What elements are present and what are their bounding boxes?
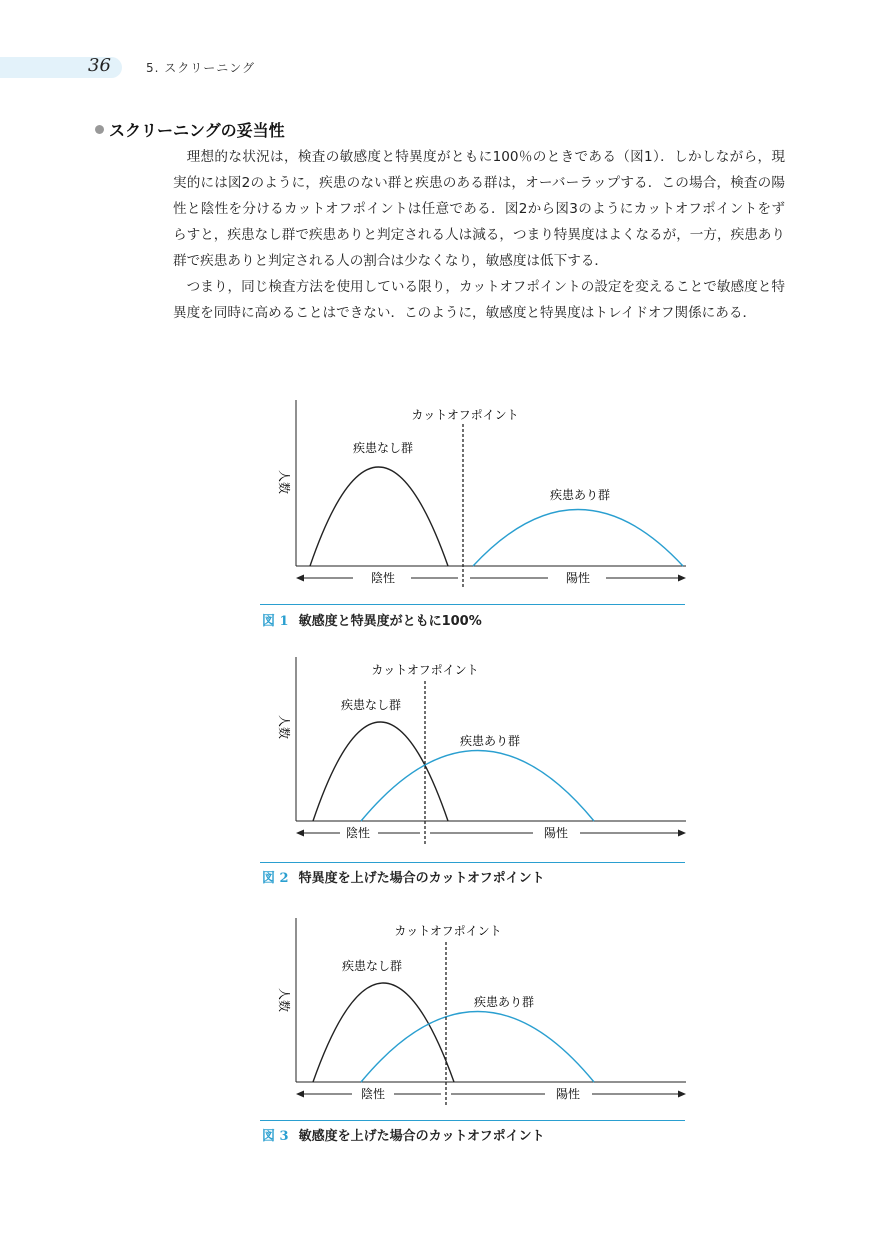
chapter-title: 5. スクリーニング (146, 61, 256, 75)
healthy-curve (313, 722, 448, 821)
cutoff-label: カットオフポイント (394, 924, 502, 938)
pos-label: 陽性 (543, 826, 569, 840)
caption-text: 特異度を上げた場合のカットオフポイント (298, 871, 545, 886)
paragraph: つまり，同じ検査方法を使用している限り，カットオフポイントの設定を変えることで敏感度と特異度を同時に高めることはできない．このように，敏感度と特異度はトレイドオフ関係にある． (173, 279, 785, 321)
neg-label: 陰性 (360, 1087, 386, 1101)
neg-arrow-head (296, 1091, 304, 1098)
figure-1-caption (262, 610, 482, 629)
ylabel: 人数 (277, 988, 291, 1013)
neg-label: 陰性 (370, 571, 396, 585)
neg-arrow-head (296, 575, 304, 582)
cutoff-label: カットオフポイント (371, 663, 479, 677)
caption-rule (260, 862, 685, 863)
disease-label: 疾患あり群 (549, 488, 611, 502)
caption-text: 敏感度を上げた場合のカットオフポイント (298, 1129, 545, 1144)
disease-label: 疾患あり群 (473, 995, 535, 1009)
ylabel: 人数 (277, 715, 291, 740)
healthy-label: 疾患なし群 (341, 959, 403, 973)
body-text (173, 144, 785, 326)
pos-arrow-head (678, 575, 686, 582)
figure-2-caption (262, 867, 545, 886)
pos-label: 陽性 (555, 1087, 581, 1101)
disease-curve (361, 1012, 594, 1083)
pos-arrow-head (678, 1091, 686, 1098)
figure-number: 図 3 (262, 1129, 289, 1144)
healthy-curve (310, 467, 448, 566)
cutoff-label: カットオフポイント (411, 408, 519, 422)
figure-3 (258, 916, 688, 1112)
healthy-curve (313, 983, 454, 1082)
healthy-label: 疾患なし群 (340, 698, 402, 712)
disease-label: 疾患あり群 (459, 734, 521, 748)
figure-2-plot (258, 655, 688, 851)
neg-arrow-head (296, 830, 304, 837)
figure-number: 図 2 (262, 871, 289, 886)
paragraph: 理想的な状況は，検査の敏感度と特異度がともに100％のときである（図1）．しかしながら，現実的には図2のように，疾患のない群と疾患のある群は，オーバーラップする．この場合，検査の陽性と陰性を分けるカットオフポイントは任意である．図2から図3のようにカットオフポイントをずらすと，疾患なし群で疾患ありと判定される人は減る，つまり特異度はよくなるが，一方，疾患あり群で疾患ありと判定される人の割合は少なくなり，敏感度は低下する． (173, 149, 785, 269)
healthy-label: 疾患なし群 (352, 441, 414, 455)
section-title: スクリーニングの妥当性 (109, 121, 285, 140)
figure-3-caption (262, 1125, 545, 1144)
figure-3-plot (258, 916, 688, 1112)
neg-label: 陰性 (345, 826, 371, 840)
figure-number: 図 1 (262, 614, 289, 629)
pos-label: 陽性 (565, 571, 591, 585)
disease-curve (473, 510, 683, 567)
ylabel: 人数 (277, 470, 291, 495)
figure-2 (258, 655, 688, 851)
figure-1-plot (258, 398, 688, 594)
caption-rule (260, 1120, 685, 1121)
bullet-icon (95, 125, 104, 134)
caption-rule (260, 604, 685, 605)
disease-curve (361, 751, 594, 822)
page-number: 36 (88, 55, 111, 76)
pos-arrow-head (678, 830, 686, 837)
section-heading (95, 118, 285, 141)
figure-1 (258, 398, 688, 594)
caption-text: 敏感度と特異度がともに100% (298, 614, 482, 629)
